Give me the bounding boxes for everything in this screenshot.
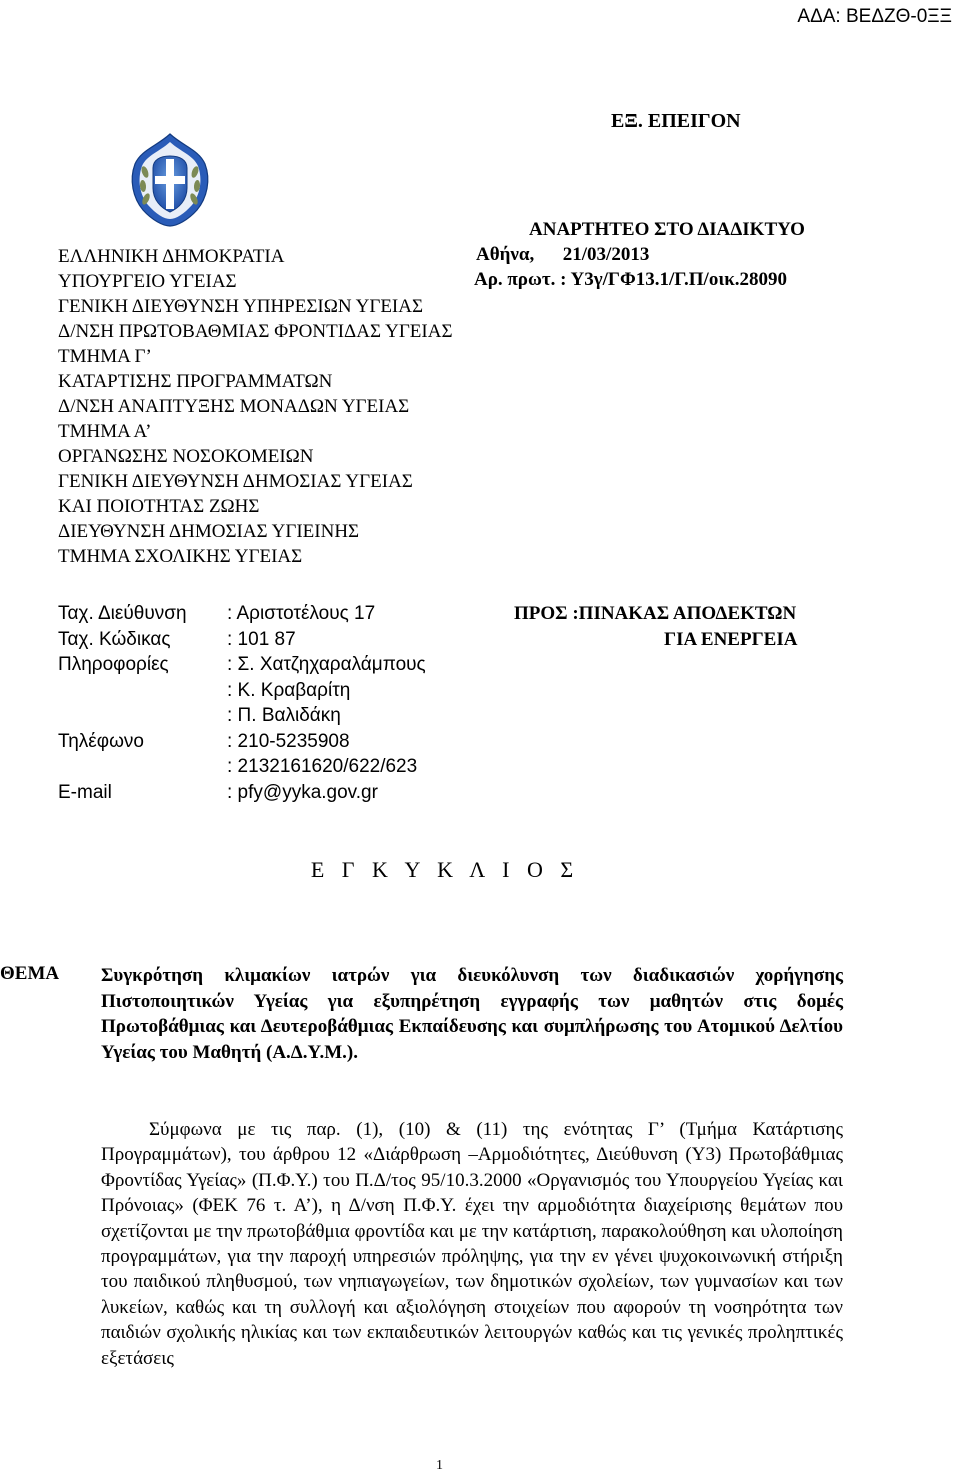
recipients-action: ΓΙΑ ΕΝΕΡΓΕΙΑ [664, 629, 798, 650]
contact-value: : Π. Βαλιδάκη [227, 705, 341, 726]
issuer-line: ΚΑΙ ΠΟΙΟΤΗΤΑΣ ΖΩΗΣ [58, 496, 260, 517]
urgency-label: ΕΞ. ΕΠΕΙΓΟΝ [611, 110, 741, 132]
issuer-line: ΓΕΝΙΚΗ ΔΙΕΥΘΥΝΣΗ ΔΗΜΟΣΙΑΣ ΥΓΕΙΑΣ [58, 471, 413, 492]
posting-notice: ΑΝΑΡΤΗΤΕΟ ΣΤΟ ΔΙΑΔΙΚΤΥΟ [529, 219, 805, 240]
issuer-line: ΓΕΝΙΚΗ ΔΙΕΥΘΥΝΣΗ ΥΠΗΡΕΣΙΩΝ ΥΓΕΙΑΣ [58, 296, 424, 317]
issuer-line: Δ/ΝΣΗ ΑΝΑΠΤΥΞΗΣ ΜΟΝΑΔΩΝ ΥΓΕΙΑΣ [58, 396, 410, 417]
page-number: 1 [436, 1458, 443, 1473]
issuer-line: Δ/ΝΣΗ ΠΡΩΤΟΒΑΘΜΙΑΣ ΦΡΟΝΤΙΔΑΣ ΥΓΕΙΑΣ [58, 321, 453, 342]
issuer-line: ΔΙΕΥΘΥΝΣΗ ΔΗΜΟΣΙΑΣ ΥΓΙΕΙΝΗΣ [58, 521, 360, 542]
issuer-line: ΥΠΟΥΡΓΕΙΟ ΥΓΕΙΑΣ [58, 271, 237, 292]
issuer-line: ΤΜΗΜΑ Α’ [58, 421, 152, 442]
protocol-number: Αρ. πρωτ. : Υ3γ/ΓΦ13.1/Γ.Π/οικ.28090 [474, 269, 788, 290]
recipients-label: ΠΡΟΣ :ΠΙΝΑΚΑΣ ΑΠΟΔΕΚΤΩΝ [514, 603, 797, 624]
issuer-line: ΟΡΓΑΝΩΣΗΣ ΝΟΣΟΚΟΜΕΙΩΝ [58, 446, 314, 467]
issuer-block [58, 244, 478, 569]
contact-label: Τηλέφωνο [58, 730, 144, 752]
contact-value: : 2132161620/622/623 [227, 756, 418, 777]
contact-row [58, 627, 426, 653]
contact-row [58, 601, 426, 627]
ada-code: ΑΔΑ: ΒΕΔΖΘ-0ΞΞ [797, 6, 952, 27]
contact-row [58, 703, 426, 729]
contact-value: : Κ. Κραβαρίτη [227, 679, 351, 701]
subject-text: Συγκρότηση κλιμακίων ιατρών για διευκόλυνση των διαδικασιών χορήγησης Πιστοποιητικών Υγείας για εξυπηρέτηση εγγραφής των μαθητών στις δομές Πρωτοβάθμιας και Δευτεροβάθμιας Εκπαίδευσης και συμπλήρωσης του Ατομικού Δελτίου Υγείας του Μαθητή (Α.Δ.Υ.Μ.). [101, 965, 843, 1063]
contact-label: Ταχ. Διεύθυνση [58, 603, 187, 624]
contact-row [58, 780, 426, 806]
city-date: Αθήνα, 21/03/2013 [476, 244, 650, 265]
contact-value: : 210-5235908 [227, 730, 350, 752]
contact-info [58, 601, 426, 805]
contact-label: E-mail [58, 781, 112, 803]
contact-row [58, 678, 426, 704]
contact-value: : Αριστοτέλους 17 [227, 603, 376, 624]
contact-label: Πληροφορίες [58, 654, 169, 675]
contact-value: : Σ. Χατζηχαραλάμπους [227, 654, 426, 675]
issuer-line: ΤΜΗΜΑ Γ’ [58, 346, 152, 367]
subject-label: ΘΕΜΑ [0, 963, 60, 984]
body-paragraph: Σύμφωνα με τις παρ. (1), (10) & (11) της ενότητας Γ’ (Τμήμα Κατάρτισης Προγραμμάτων), του άρθρου 12 «Διάρθρωση –Αρμοδιότητες, Διεύθυνση (Υ3) Πρωτοβάθμιας Φροντίδας Υγείας» (Π.Φ.Υ.) του Π.Δ/τος 95/10.3.2000 «Οργανισμός του Υπουργείου Υγείας και Πρόνοιας» (ΦΕΚ 76 τ. Α’), η Δ/νση Π.Φ.Υ. έχει την αρμοδιότητα διαχείρισης θεμάτων που σχετίζονται με την πρωτοβάθμια φροντίδα και με την κατάρτιση, παρακολούθηση και υλοποίηση προγραμμάτων, για την παροχή υπηρεσιών πρόληψης, για την εν γένει ψυχοκοινωνική στήριξη του παιδικού πληθυσμού, των νηπιαγωγείων, των δημοτικών σχολείων, των γυμνασίων και των λυκείων, καθώς και τη συλλογή και αξιολόγηση στοιχείων που αφορούν τη νοσηρότητα των παιδιών σχολικής ηλικίας και των εκπαιδευτικών λειτουργών καθώς και τις γενικές προληπτικές εξετάσεις [101, 1119, 843, 1369]
contact-label: Ταχ. Κώδικας [58, 628, 171, 650]
contact-label [58, 754, 227, 780]
contact-label [58, 703, 227, 729]
contact-value: : 101 87 [227, 628, 296, 650]
document-title: Ε Γ Κ Υ Κ Λ Ι Ο Σ [310, 857, 580, 882]
contact-row [58, 729, 426, 755]
greek-coat-of-arms-icon [127, 132, 213, 228]
email-link[interactable]: : pfy@yyka.gov.gr [227, 781, 378, 803]
contact-row [58, 652, 426, 678]
issuer-line: ΚΑΤΑΡΤΙΣΗΣ ΠΡΟΓΡΑΜΜΑΤΩΝ [58, 371, 333, 392]
issuer-line: ΤΜΗΜΑ ΣΧΟΛΙΚΗΣ ΥΓΕΙΑΣ [58, 546, 303, 567]
contact-row [58, 754, 426, 780]
contact-label [58, 678, 227, 704]
issuer-line: ΕΛΛΗΝΙΚΗ ΔΗΜΟΚΡΑΤΙΑ [58, 246, 285, 267]
